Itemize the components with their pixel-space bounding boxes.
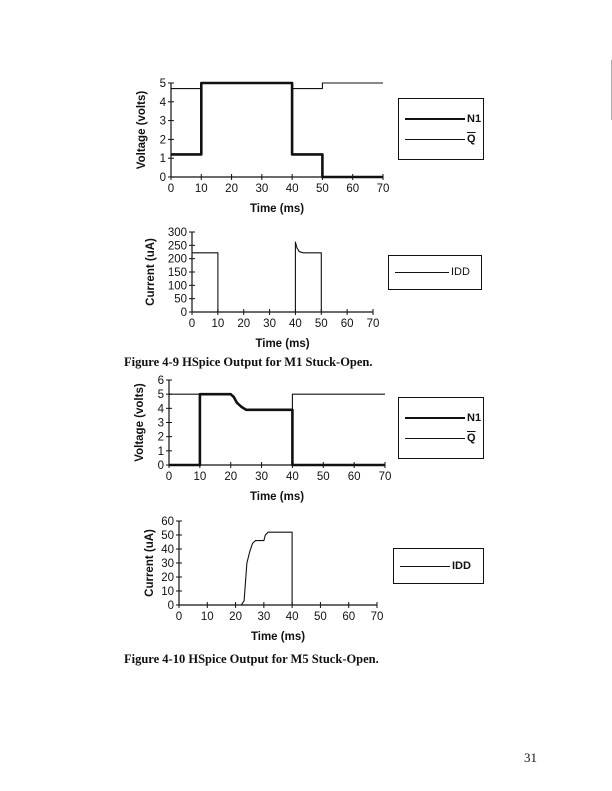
x-tick-label: 70 bbox=[378, 471, 392, 483]
y-tick-label: 40 bbox=[161, 544, 174, 556]
x-tick-label: 20 bbox=[224, 471, 238, 483]
y-axis-title: Voltage (volts) bbox=[134, 383, 146, 462]
legend-c4 bbox=[393, 548, 484, 584]
series-q bbox=[169, 394, 385, 465]
x-tick-label: 50 bbox=[316, 183, 329, 195]
figure-caption-4-10: Figure 4-10 HSpice Output for M5 Stuck-Open. bbox=[124, 652, 379, 666]
y-tick-label: 1 bbox=[159, 153, 166, 166]
y-axis-title: Current (uA) bbox=[145, 238, 157, 306]
legend-swatch-bold bbox=[405, 417, 465, 419]
x-tick-label: 40 bbox=[285, 611, 299, 623]
legend-label: $\overline{Q}$ bbox=[467, 432, 476, 444]
y-tick-label: 6 bbox=[157, 375, 164, 387]
x-tick-label: 40 bbox=[285, 183, 299, 195]
series-n1 bbox=[171, 83, 383, 177]
x-tick-label: 0 bbox=[188, 318, 196, 330]
y-tick-label: 200 bbox=[167, 253, 187, 266]
y-tick-label: 4 bbox=[159, 96, 166, 109]
x-tick-label: 60 bbox=[342, 611, 356, 623]
x-tick-label: 70 bbox=[370, 611, 384, 623]
legend-label: IDD bbox=[451, 266, 470, 278]
legend-swatch-thin bbox=[405, 139, 465, 140]
y-tick-label: 100 bbox=[167, 280, 187, 293]
x-axis-title: Time (ms) bbox=[249, 491, 305, 503]
x-tick-label: 50 bbox=[314, 318, 328, 330]
x-tick-label: 0 bbox=[165, 471, 173, 483]
y-tick-label: 5 bbox=[159, 78, 166, 90]
legend-label: N1 bbox=[467, 412, 482, 424]
y-tick-label: 250 bbox=[167, 240, 187, 253]
x-tick-label: 20 bbox=[225, 183, 238, 195]
series-idd bbox=[179, 532, 377, 605]
legend-label: $\overline{Q}$ bbox=[467, 133, 476, 145]
legend-swatch-thin bbox=[395, 272, 449, 273]
legend-label: IDD bbox=[452, 560, 471, 572]
y-tick-label: 50 bbox=[161, 530, 174, 542]
x-tick-label: 10 bbox=[193, 471, 207, 483]
x-tick-label: 40 bbox=[286, 471, 299, 483]
y-tick-label: 0 bbox=[180, 307, 187, 319]
y-tick-label: 0 bbox=[167, 600, 174, 612]
x-tick-label: 50 bbox=[314, 611, 327, 623]
x-axis-title: Time (ms) bbox=[250, 631, 306, 643]
chart-c4 bbox=[144, 516, 383, 643]
x-tick-label: 60 bbox=[347, 471, 361, 483]
y-tick-label: 4 bbox=[157, 403, 164, 416]
x-axis-title: Time (ms) bbox=[249, 203, 305, 215]
x-tick-label: 20 bbox=[237, 318, 251, 330]
y-tick-label: 2 bbox=[157, 431, 164, 444]
x-tick-label: 70 bbox=[376, 183, 390, 195]
legend-c1 bbox=[398, 98, 484, 160]
legend-swatch-thin bbox=[405, 438, 465, 439]
y-tick-label: 50 bbox=[174, 293, 187, 306]
figure-caption-4-9: Figure 4-9 HSpice Output for M1 Stuck-Open. bbox=[124, 355, 373, 369]
x-tick-label: 10 bbox=[200, 611, 214, 623]
legend-c2 bbox=[388, 255, 482, 290]
x-tick-label: 30 bbox=[255, 471, 268, 483]
series-n1 bbox=[169, 394, 385, 465]
x-tick-label: 40 bbox=[289, 318, 302, 330]
y-tick-label: 60 bbox=[161, 516, 174, 528]
y-tick-label: 0 bbox=[157, 460, 164, 472]
y-axis-title: Voltage (volts) bbox=[136, 90, 148, 170]
x-tick-label: 0 bbox=[175, 611, 183, 623]
x-tick-label: 10 bbox=[194, 183, 208, 195]
x-tick-label: 10 bbox=[211, 318, 225, 330]
x-tick-label: 70 bbox=[366, 318, 380, 330]
x-tick-label: 60 bbox=[340, 318, 354, 330]
y-tick-label: 30 bbox=[161, 558, 174, 570]
chart-c2 bbox=[145, 227, 379, 350]
legend-label: N1 bbox=[467, 113, 482, 125]
x-tick-label: 50 bbox=[316, 471, 330, 483]
x-tick-label: 30 bbox=[257, 611, 271, 623]
page-number: 31 bbox=[524, 750, 537, 765]
y-tick-label: 300 bbox=[167, 227, 187, 239]
y-tick-label: 20 bbox=[161, 572, 174, 584]
series-idd bbox=[192, 242, 373, 312]
y-tick-label: 10 bbox=[161, 586, 174, 598]
chart-c3 bbox=[134, 375, 391, 503]
y-tick-label: 3 bbox=[159, 115, 166, 128]
x-axis-title: Time (ms) bbox=[255, 338, 310, 350]
legend-c3 bbox=[398, 397, 484, 459]
legend-swatch-thin bbox=[400, 566, 450, 567]
y-tick-label: 150 bbox=[167, 267, 187, 279]
x-tick-label: 20 bbox=[229, 611, 242, 623]
y-tick-label: 0 bbox=[159, 172, 166, 184]
y-tick-label: 5 bbox=[157, 389, 164, 402]
x-tick-label: 30 bbox=[255, 183, 269, 195]
y-tick-label: 1 bbox=[157, 445, 164, 458]
x-tick-label: 30 bbox=[263, 318, 276, 330]
chart-c1 bbox=[136, 78, 389, 215]
y-axis-title: Current (uA) bbox=[144, 529, 156, 597]
x-tick-label: 0 bbox=[167, 183, 175, 195]
y-tick-label: 2 bbox=[159, 134, 166, 147]
x-tick-label: 60 bbox=[346, 183, 360, 195]
legend-swatch-bold bbox=[405, 118, 465, 120]
y-tick-label: 3 bbox=[157, 417, 164, 430]
